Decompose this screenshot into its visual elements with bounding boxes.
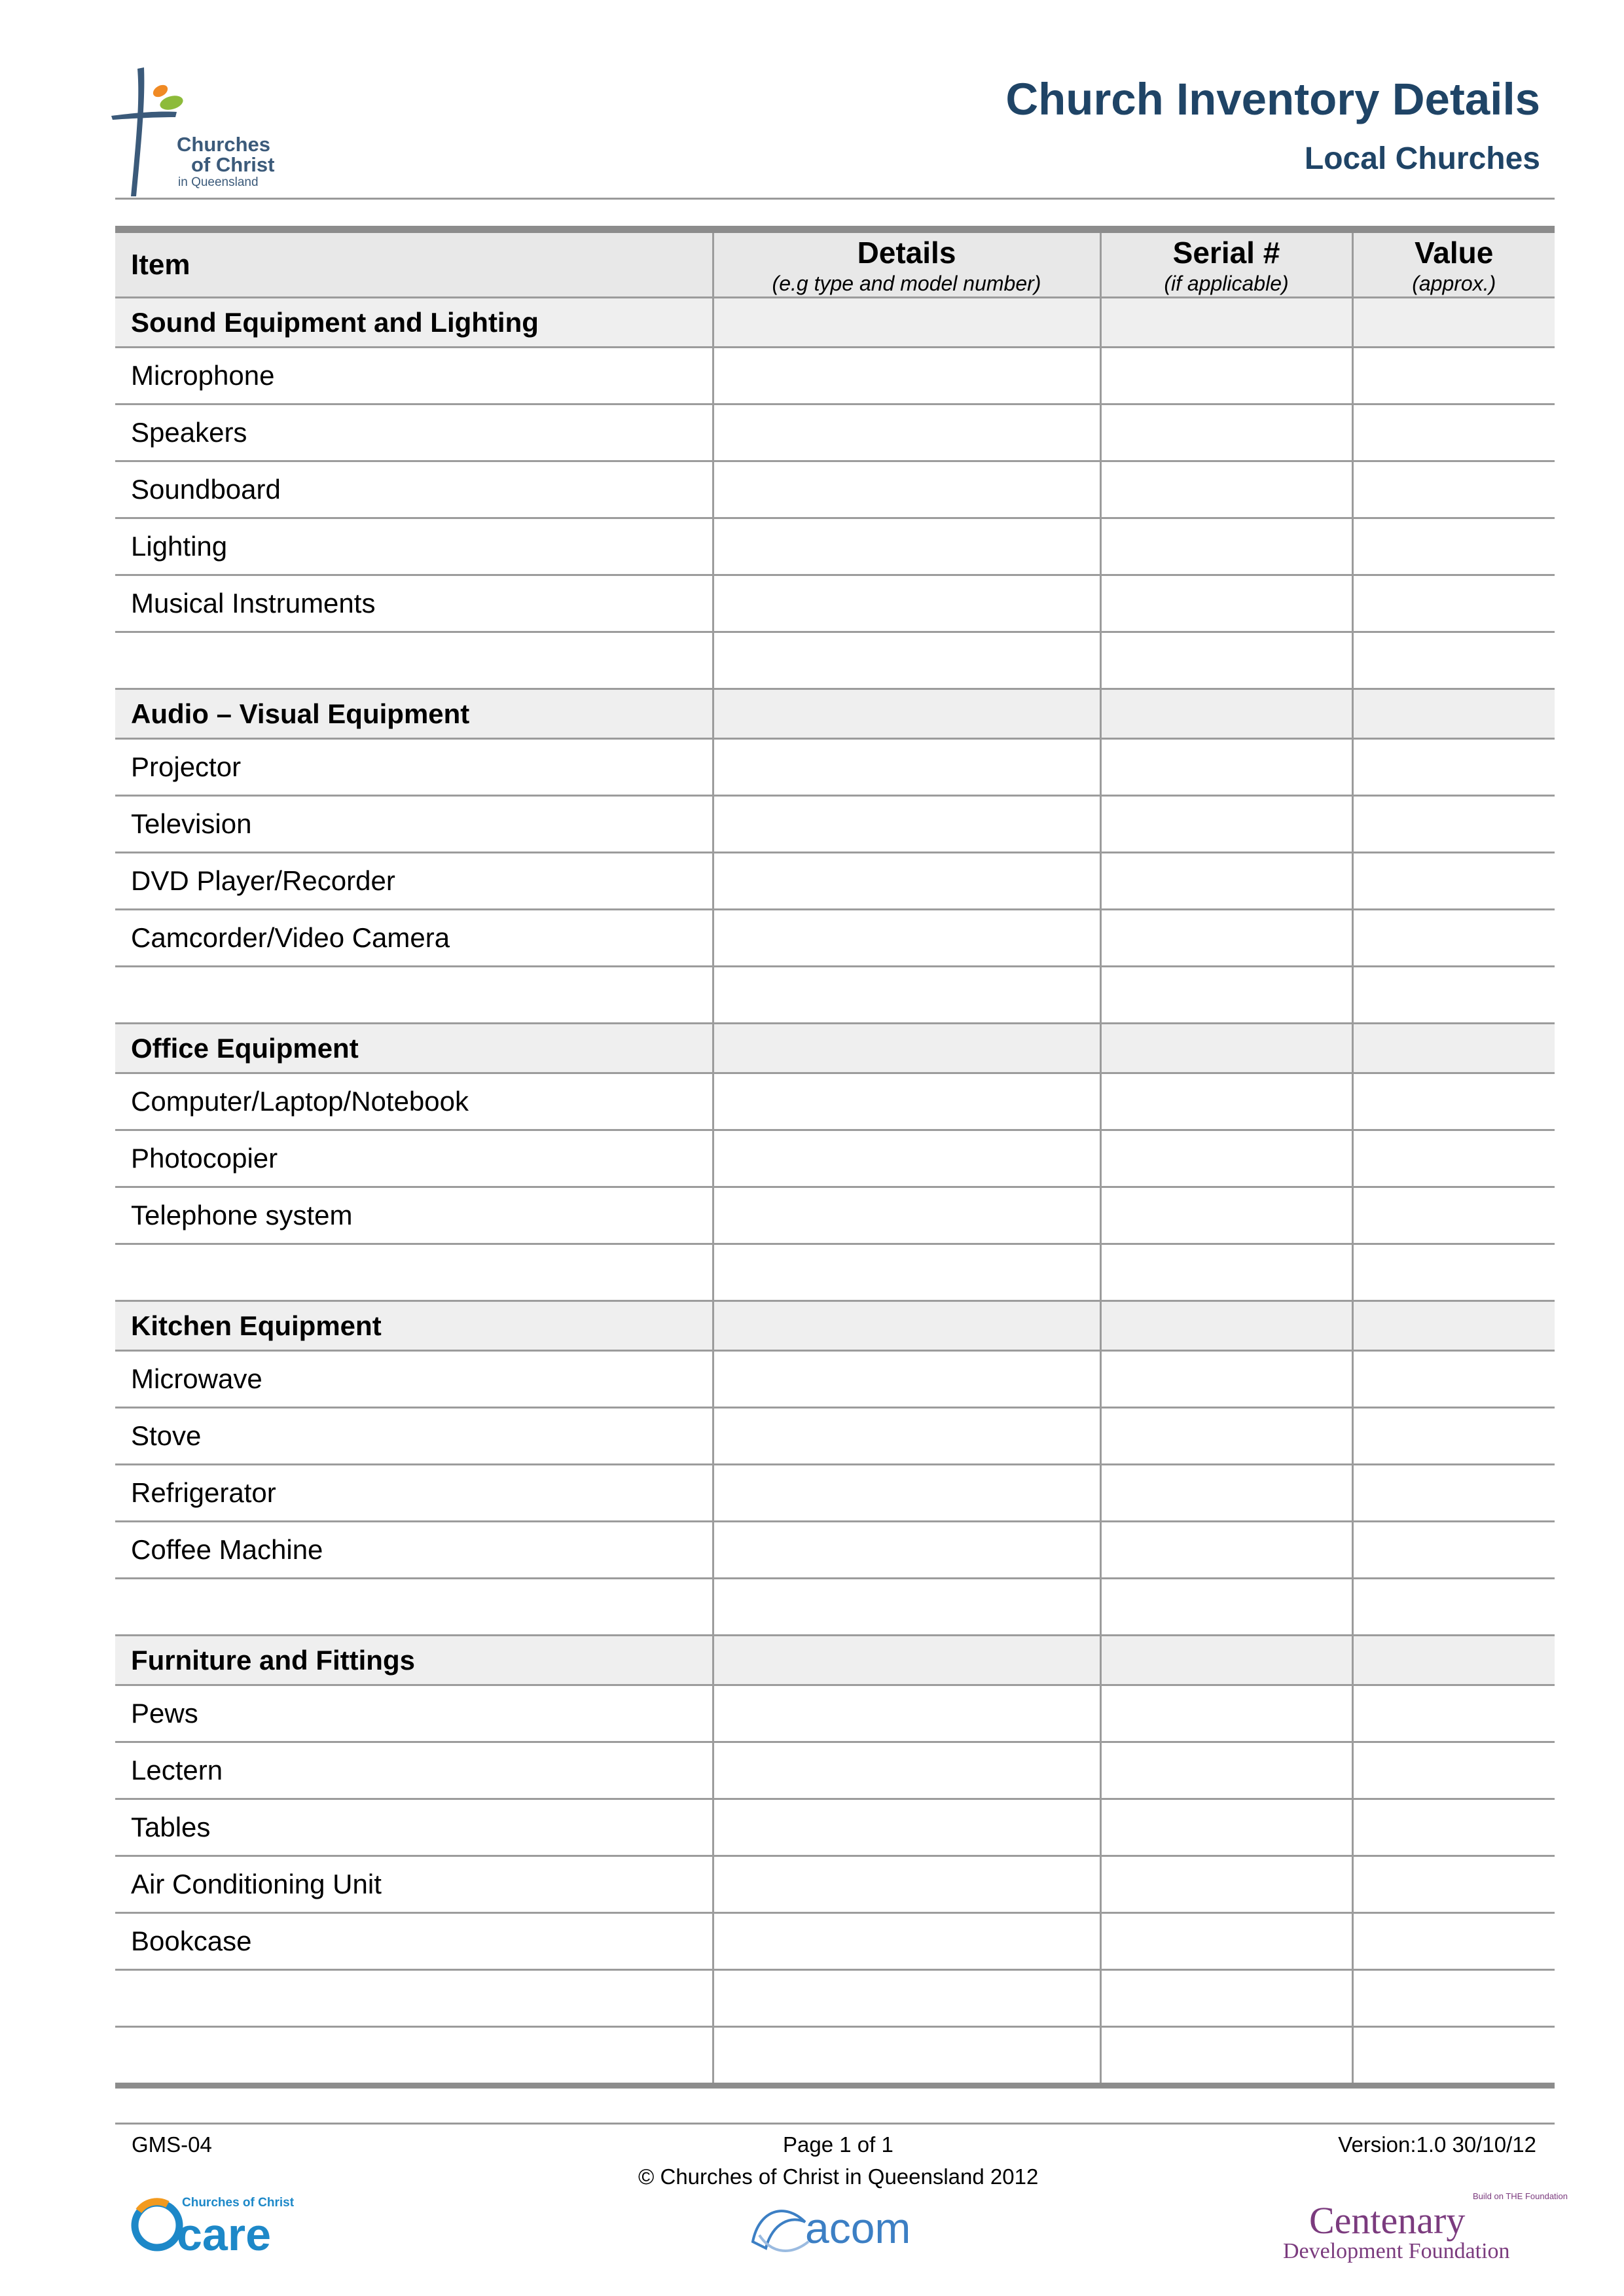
section-serial-cell <box>1100 689 1352 739</box>
serial-entry-cell[interactable] <box>1100 1685 1352 1742</box>
item-name-cell: Pews <box>115 1685 713 1742</box>
copyright-notice: © Churches of Christ in Queensland 2012 <box>638 2164 1039 2189</box>
section-title: Kitchen Equipment <box>115 1301 713 1351</box>
table-row <box>115 1408 1555 1465</box>
value-entry-cell[interactable] <box>1352 518 1555 575</box>
section-value-cell <box>1352 1301 1555 1351</box>
table-row <box>115 1130 1555 1187</box>
value-entry-cell[interactable] <box>1352 1913 1555 1970</box>
table-row <box>115 1522 1555 1579</box>
details-entry-cell[interactable] <box>713 1913 1100 1970</box>
details-entry-cell[interactable] <box>713 910 1100 967</box>
item-name-cell: Microphone <box>115 348 713 404</box>
serial-entry-cell[interactable] <box>1100 1799 1352 1856</box>
page-title: Church Inventory Details <box>1005 74 1540 124</box>
serial-entry-cell[interactable] <box>1100 910 1352 967</box>
serial-entry-cell[interactable] <box>1100 1465 1352 1522</box>
value-entry-cell[interactable] <box>1352 1856 1555 1913</box>
details-entry-cell[interactable] <box>713 404 1100 461</box>
table-header-row <box>115 230 1555 298</box>
details-entry-cell[interactable] <box>713 1856 1100 1913</box>
table-row <box>115 461 1555 518</box>
serial-entry-cell[interactable] <box>1100 1187 1352 1244</box>
column-header-details-label: Details <box>857 235 956 270</box>
centenary-logo-subline: Development Foundation <box>1283 2239 1510 2263</box>
table-row <box>115 853 1555 910</box>
table-row <box>115 518 1555 575</box>
serial-entry-cell[interactable] <box>1100 518 1352 575</box>
details-entry-cell[interactable] <box>713 1351 1100 1408</box>
section-details-cell <box>713 1636 1100 1685</box>
value-entry-cell[interactable] <box>1352 853 1555 910</box>
item-name-cell: Soundboard <box>115 461 713 518</box>
section-value-cell <box>1352 1024 1555 1073</box>
column-header-value-label: Value <box>1415 235 1494 270</box>
value-entry-cell[interactable] <box>1352 1685 1555 1742</box>
table-row <box>115 1799 1555 1856</box>
serial-entry-cell[interactable] <box>1100 461 1352 518</box>
value-entry-cell[interactable] <box>1352 575 1555 632</box>
item-name-cell: Air Conditioning Unit <box>115 1856 713 1913</box>
item-name-cell: Speakers <box>115 404 713 461</box>
value-entry-cell[interactable] <box>1352 1579 1555 1636</box>
details-entry-cell[interactable] <box>713 967 1100 1024</box>
section-details-cell <box>713 298 1100 348</box>
value-entry-cell[interactable] <box>1352 1465 1555 1522</box>
section-row <box>115 1301 1555 1351</box>
acom-logo-word: acom <box>805 2204 911 2252</box>
item-name-cell <box>115 1970 713 2027</box>
table-row <box>115 1856 1555 1913</box>
value-entry-cell[interactable] <box>1352 1408 1555 1465</box>
details-entry-cell[interactable] <box>713 348 1100 404</box>
section-details-cell <box>713 689 1100 739</box>
value-entry-cell[interactable] <box>1352 632 1555 689</box>
value-entry-cell[interactable] <box>1352 404 1555 461</box>
details-entry-cell[interactable] <box>713 1244 1100 1301</box>
item-name-cell: Lighting <box>115 518 713 575</box>
value-entry-cell[interactable] <box>1352 1187 1555 1244</box>
section-details-cell <box>713 1301 1100 1351</box>
document-code: GMS-04 <box>132 2132 212 2157</box>
section-row <box>115 298 1555 348</box>
value-entry-cell[interactable] <box>1352 1351 1555 1408</box>
centenary-foundation-logo <box>1283 2186 1568 2265</box>
serial-entry-cell[interactable] <box>1100 1742 1352 1799</box>
page-subtitle: Local Churches <box>1304 141 1540 176</box>
value-entry-cell[interactable] <box>1352 1244 1555 1301</box>
header-divider <box>115 198 1555 200</box>
serial-entry-cell[interactable] <box>1100 1130 1352 1187</box>
centenary-logo-tagline: Build on THE Foundation <box>1473 2191 1568 2201</box>
table-row <box>115 575 1555 632</box>
footer-divider <box>115 2123 1555 2125</box>
item-name-cell <box>115 632 713 689</box>
item-name-cell: Refrigerator <box>115 1465 713 1522</box>
item-name-cell: Television <box>115 796 713 853</box>
details-entry-cell[interactable] <box>713 853 1100 910</box>
column-header-details <box>713 230 1100 298</box>
item-name-cell: Bookcase <box>115 1913 713 1970</box>
table-row <box>115 796 1555 853</box>
blank-row <box>115 632 1555 689</box>
blank-row <box>115 967 1555 1024</box>
blank-row <box>115 1970 1555 2027</box>
value-entry-cell[interactable] <box>1352 967 1555 1024</box>
item-name-cell: Camcorder/Video Camera <box>115 910 713 967</box>
section-details-cell <box>713 1024 1100 1073</box>
details-entry-cell[interactable] <box>713 1799 1100 1856</box>
acom-logo <box>746 2196 936 2268</box>
serial-entry-cell[interactable] <box>1100 739 1352 796</box>
item-name-cell: Lectern <box>115 1742 713 1799</box>
table-row <box>115 1685 1555 1742</box>
table-row <box>115 739 1555 796</box>
churches-of-christ-logo <box>111 62 281 203</box>
section-serial-cell <box>1100 1024 1352 1073</box>
table-row <box>115 1465 1555 1522</box>
table-row <box>115 404 1555 461</box>
version-date: Version:1.0 30/10/12 <box>1338 2132 1536 2157</box>
table-body <box>115 298 1555 2086</box>
table-row <box>115 910 1555 967</box>
table-row <box>115 1187 1555 1244</box>
item-name-cell: Telephone system <box>115 1187 713 1244</box>
blank-row <box>115 1579 1555 1636</box>
serial-entry-cell[interactable] <box>1100 1913 1352 1970</box>
serial-entry-cell[interactable] <box>1100 796 1352 853</box>
table-row <box>115 1742 1555 1799</box>
item-name-cell: Coffee Machine <box>115 1522 713 1579</box>
table-row <box>115 1351 1555 1408</box>
inventory-table <box>115 226 1555 2089</box>
logo-text <box>177 134 274 188</box>
details-entry-cell[interactable] <box>713 739 1100 796</box>
serial-entry-cell[interactable] <box>1100 632 1352 689</box>
blank-row <box>115 1244 1555 1301</box>
details-entry-cell[interactable] <box>713 575 1100 632</box>
details-entry-cell[interactable] <box>713 1187 1100 1244</box>
details-entry-cell[interactable] <box>713 1579 1100 1636</box>
column-header-value-hint: (approx.) <box>1412 271 1496 295</box>
item-name-cell: Projector <box>115 739 713 796</box>
serial-entry-cell[interactable] <box>1100 1073 1352 1130</box>
item-name-cell: DVD Player/Recorder <box>115 853 713 910</box>
table-row <box>115 348 1555 404</box>
logo-line-2: of Christ <box>191 153 275 176</box>
item-name-cell: Microwave <box>115 1351 713 1408</box>
value-entry-cell[interactable] <box>1352 461 1555 518</box>
serial-entry-cell[interactable] <box>1100 1970 1352 2027</box>
serial-entry-cell[interactable] <box>1100 2027 1352 2086</box>
details-entry-cell[interactable] <box>713 1970 1100 2027</box>
value-entry-cell[interactable] <box>1352 348 1555 404</box>
value-entry-cell[interactable] <box>1352 796 1555 853</box>
care-logo-word: care <box>177 2209 272 2260</box>
details-entry-cell[interactable] <box>713 1130 1100 1187</box>
serial-entry-cell[interactable] <box>1100 1244 1352 1301</box>
column-header-serial-label: Serial # <box>1172 235 1280 270</box>
value-entry-cell[interactable] <box>1352 2027 1555 2086</box>
details-entry-cell[interactable] <box>713 1742 1100 1799</box>
value-entry-cell[interactable] <box>1352 739 1555 796</box>
details-entry-cell[interactable] <box>713 1465 1100 1522</box>
column-header-details-hint: (e.g type and model number) <box>772 271 1041 295</box>
details-entry-cell[interactable] <box>713 1522 1100 1579</box>
item-name-cell: Tables <box>115 1799 713 1856</box>
serial-entry-cell[interactable] <box>1100 348 1352 404</box>
details-entry-cell[interactable] <box>713 1408 1100 1465</box>
value-entry-cell[interactable] <box>1352 1073 1555 1130</box>
value-entry-cell[interactable] <box>1352 1522 1555 1579</box>
item-name-cell: Photocopier <box>115 1130 713 1187</box>
item-name-cell: Computer/Laptop/Notebook <box>115 1073 713 1130</box>
item-name-cell <box>115 2027 713 2086</box>
details-entry-cell[interactable] <box>713 1073 1100 1130</box>
care-logo <box>130 2185 306 2263</box>
serial-entry-cell[interactable] <box>1100 967 1352 1024</box>
logo-line-1: Churches <box>177 133 270 156</box>
details-entry-cell[interactable] <box>713 2027 1100 2086</box>
item-name-cell: Stove <box>115 1408 713 1465</box>
section-value-cell <box>1352 298 1555 348</box>
section-serial-cell <box>1100 1636 1352 1685</box>
section-row <box>115 689 1555 739</box>
item-name-cell <box>115 1579 713 1636</box>
details-entry-cell[interactable] <box>713 796 1100 853</box>
table-row <box>115 1073 1555 1130</box>
details-entry-cell[interactable] <box>713 461 1100 518</box>
item-name-cell: Musical Instruments <box>115 575 713 632</box>
value-entry-cell[interactable] <box>1352 1742 1555 1799</box>
value-entry-cell[interactable] <box>1352 1970 1555 2027</box>
section-serial-cell <box>1100 298 1352 348</box>
item-name-cell <box>115 967 713 1024</box>
serial-entry-cell[interactable] <box>1100 575 1352 632</box>
column-header-serial-hint: (if applicable) <box>1164 271 1289 295</box>
section-title: Office Equipment <box>115 1024 713 1073</box>
blank-row <box>115 2027 1555 2086</box>
value-entry-cell[interactable] <box>1352 1130 1555 1187</box>
serial-entry-cell[interactable] <box>1100 1408 1352 1465</box>
section-serial-cell <box>1100 1301 1352 1351</box>
section-title: Furniture and Fittings <box>115 1636 713 1685</box>
serial-entry-cell[interactable] <box>1100 1579 1352 1636</box>
column-header-value <box>1352 230 1555 298</box>
section-title: Sound Equipment and Lighting <box>115 298 713 348</box>
section-row <box>115 1024 1555 1073</box>
centenary-logo-word: Centenary <box>1309 2199 1466 2242</box>
page-number: Page 1 of 1 <box>783 2132 893 2157</box>
care-logo-top: Churches of Christ <box>182 2196 295 2210</box>
item-name-cell <box>115 1244 713 1301</box>
serial-entry-cell[interactable] <box>1100 404 1352 461</box>
details-entry-cell[interactable] <box>713 518 1100 575</box>
serial-entry-cell[interactable] <box>1100 1351 1352 1408</box>
serial-entry-cell[interactable] <box>1100 1856 1352 1913</box>
column-header-item: Item <box>115 230 713 298</box>
value-entry-cell[interactable] <box>1352 1799 1555 1856</box>
serial-entry-cell[interactable] <box>1100 1522 1352 1579</box>
section-title: Audio – Visual Equipment <box>115 689 713 739</box>
column-header-serial <box>1100 230 1352 298</box>
serial-entry-cell[interactable] <box>1100 853 1352 910</box>
table-row <box>115 1913 1555 1970</box>
section-value-cell <box>1352 689 1555 739</box>
section-value-cell <box>1352 1636 1555 1685</box>
details-entry-cell[interactable] <box>713 632 1100 689</box>
details-entry-cell[interactable] <box>713 1685 1100 1742</box>
section-row <box>115 1636 1555 1685</box>
logo-line-3: in Queensland <box>178 175 259 189</box>
value-entry-cell[interactable] <box>1352 910 1555 967</box>
